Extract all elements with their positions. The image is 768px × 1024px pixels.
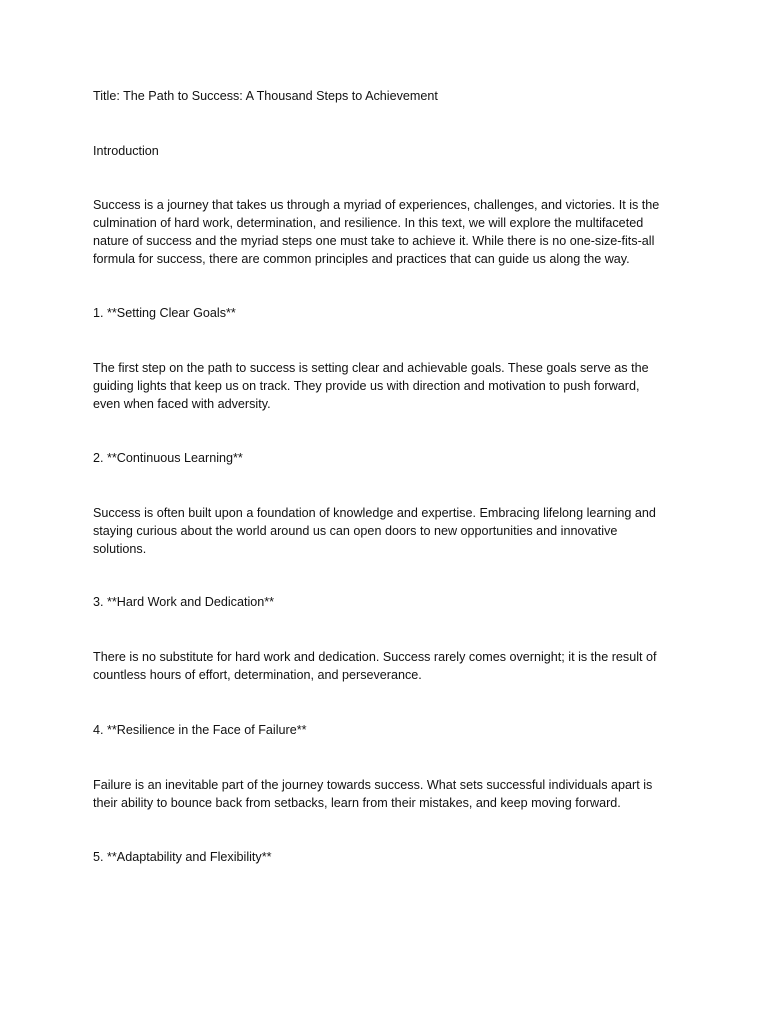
- document-title: Title: The Path to Success: A Thousand Steps to Achievement: [93, 89, 438, 103]
- paragraph-line: staying curious about the world around us can open doors to new opportunities and innovative: [93, 524, 618, 538]
- section-heading-learning: 2. **Continuous Learning**: [93, 451, 243, 465]
- section-heading-resilience: 4. **Resilience in the Face of Failure**: [93, 723, 307, 737]
- introduction-paragraph: [93, 196, 693, 268]
- paragraph-line: even when faced with adversity.: [93, 397, 271, 411]
- paragraph-line: Success is often built upon a foundation of knowledge and expertise. Embracing lifelong learning and: [93, 506, 656, 520]
- paragraph-line: Failure is an inevitable part of the journey towards success. What sets successful individuals apart is: [93, 778, 653, 792]
- section-heading-hard-work: 3. **Hard Work and Dedication**: [93, 595, 275, 609]
- section-paragraph-goals: [93, 359, 693, 413]
- paragraph-line: countless hours of effort, determination, and perseverance.: [93, 668, 422, 682]
- paragraph-line: culmination of hard work, determination, and resilience. In this text, we will explore the multifaceted: [93, 216, 644, 230]
- section-paragraph-resilience: [93, 776, 693, 812]
- paragraph-line: Success is a journey that takes us through a myriad of experiences, challenges, and victories. It is the: [93, 198, 660, 212]
- paragraph-line: their ability to bounce back from setbacks, learn from their mistakes, and keep moving forward.: [93, 796, 621, 810]
- paragraph-line: formula for success, there are common principles and practices that can guide us along the way.: [93, 252, 630, 266]
- introduction-heading: Introduction: [93, 144, 159, 158]
- section-heading-adaptability: 5. **Adaptability and Flexibility**: [93, 850, 272, 864]
- section-paragraph-hard-work: [93, 648, 693, 684]
- paragraph-line: There is no substitute for hard work and dedication. Success rarely comes overnight; it is the result of: [93, 650, 657, 664]
- paragraph-line: nature of success and the myriad steps one must take to achieve it. While there is no one-size-fits-all: [93, 234, 655, 248]
- paragraph-line: The first step on the path to success is setting clear and achievable goals. These goals serve as the: [93, 361, 649, 375]
- section-paragraph-learning: [93, 504, 693, 558]
- paragraph-line: solutions.: [93, 542, 147, 556]
- paragraph-line: guiding lights that keep us on track. They provide us with direction and motivation to push forward,: [93, 379, 640, 393]
- section-heading-goals: 1. **Setting Clear Goals**: [93, 306, 236, 320]
